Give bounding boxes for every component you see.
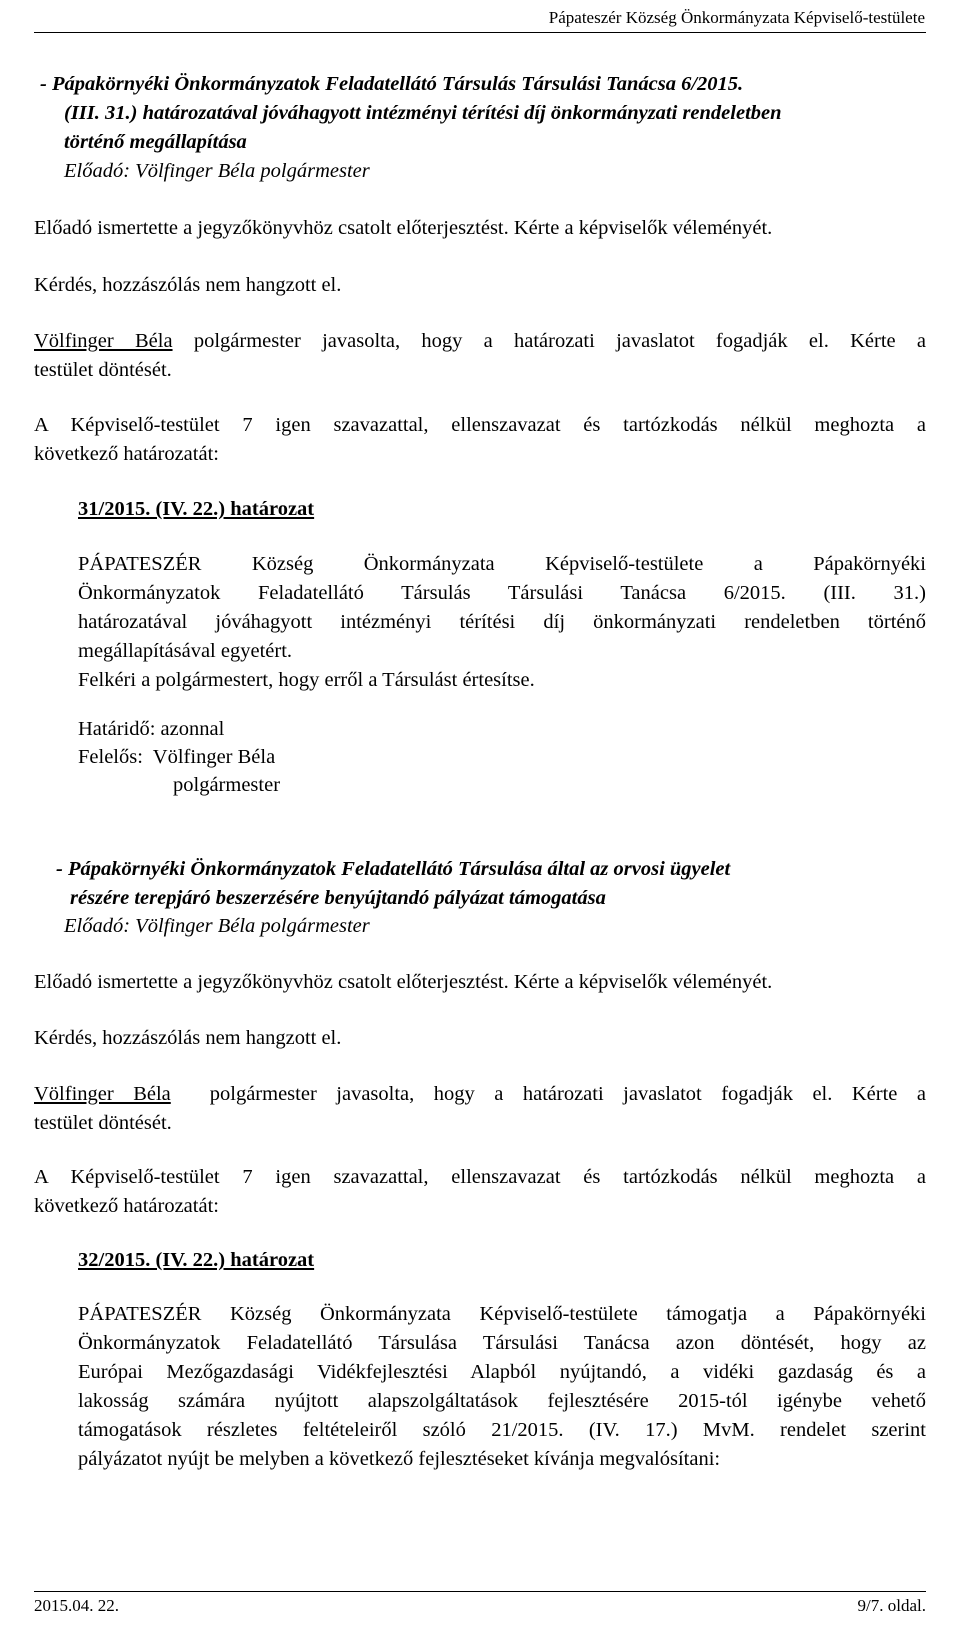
agenda1-presenter: Előadó: Völfinger Béla polgármester	[64, 160, 370, 182]
agenda1-no-comments: Kérdés, hozzászólás nem hangzott el.	[34, 274, 342, 296]
agenda1-title	[34, 70, 926, 157]
agenda2-resolution-text	[78, 1300, 926, 1474]
agenda1-proposal-line1	[34, 327, 926, 356]
header-rule	[34, 32, 926, 33]
agenda2-proposal-line1	[34, 1080, 926, 1109]
agenda2-title-line2: részére terepjáró beszerzésére benyújtandó pályázat támogatása	[70, 887, 606, 909]
agenda2-resolution-line3: Európai Mezőgazdasági Vidékfejlesztési Alapból nyújtandó, a vidéki gazdaság és a	[78, 1361, 926, 1383]
agenda2-resolution-line6: pályázatot nyújt be melyben a következő fejlesztéseket kívánja megvalósítani:	[78, 1448, 721, 1470]
agenda1-vote-line1: A Képviselő-testület 7 igen szavazattal, ellenszavazat és tartózkodás nélkül meghozta a	[34, 414, 926, 436]
agenda1-resolution-line5: Felkéri a polgármestert, hogy erről a Társulást értesítse.	[78, 669, 535, 691]
agenda1-proposal-line2: testület döntését.	[34, 359, 172, 381]
agenda2-resolution-number: 32/2015. (IV. 22.) határozat	[78, 1249, 315, 1271]
agenda1-resolution-line1: PÁPATESZÉR Község Önkormányzata Képviselő-testülete a Pápakörnyéki	[78, 553, 926, 575]
agenda2-no-comments: Kérdés, hozzászólás nem hangzott el.	[34, 1027, 342, 1049]
agenda1-responsible-title: polgármester	[173, 774, 281, 796]
agenda2-title	[34, 855, 926, 913]
footer-rule	[34, 1591, 926, 1592]
agenda2-vote	[34, 1163, 926, 1221]
agenda1-vote-line2: következő határozatát:	[34, 443, 219, 465]
agenda1-title-line3: történő megállapítása	[64, 131, 247, 153]
agenda2-proposal	[34, 1080, 926, 1138]
footer-date: 2015.04. 22.	[34, 1596, 119, 1615]
agenda2-resolution-line4: lakosság számára nyújtott alapszolgáltatások fejlesztésére 2015-tól igénybe vehető	[78, 1390, 926, 1412]
agenda2-resolution-line5: támogatások részletes feltételeiről szóló 21/2015. (IV. 17.) MvM. rendelet szerint	[78, 1419, 926, 1441]
agenda2-proposal-name: Völfinger Béla	[34, 1083, 171, 1105]
agenda2-vote-line2: következő határozatát:	[34, 1195, 219, 1217]
agenda1-responsible: Felelős: Völfinger Béla	[78, 746, 276, 768]
agenda2-resolution-line2: Önkormányzatok Feladatellátó Társulása Társulási Tanácsa azon döntését, hogy az	[78, 1332, 926, 1354]
agenda1-proposal-text: polgármester javasolta, hogy a határozati javaslatot fogadják el. Kérte a	[172, 330, 927, 352]
agenda2-vote-line1: A Képviselő-testület 7 igen szavazattal, ellenszavazat és tartózkodás nélkül meghozta a	[34, 1166, 926, 1188]
agenda1-intro: Előadó ismertette a jegyzőkönyvhöz csatolt előterjesztést. Kérte a képviselők véleményét.	[34, 217, 773, 239]
agenda1-deadline: Határidő: azonnal	[78, 718, 225, 740]
agenda1-proposal-name: Völfinger Béla	[34, 330, 173, 352]
agenda1-resolution-number: 31/2015. (IV. 22.) határozat	[78, 498, 315, 520]
agenda1-title-line1: - Pápakörnyéki Önkormányzatok Feladatellátó Társulás Társulási Tanácsa 6/2015.	[40, 73, 744, 95]
agenda2-title-line1: - Pápakörnyéki Önkormányzatok Feladatellátó Társulása által az orvosi ügyelet	[56, 858, 731, 880]
agenda1-resolution-line3: határozatával jóváhagyott intézményi térítési díj önkormányzati rendeletben történő	[78, 611, 926, 633]
agenda1-vote	[34, 411, 926, 469]
agenda2-proposal-text: polgármester javasolta, hogy a határozati javaslatot fogadják el. Kérte a	[170, 1083, 926, 1105]
agenda1-resolution-line2: Önkormányzatok Feladatellátó Társulás Társulási Tanácsa 6/2015. (III. 31.)	[78, 582, 926, 604]
footer-page-number: 9/7. oldal.	[857, 1596, 926, 1615]
agenda2-presenter: Előadó: Völfinger Béla polgármester	[64, 915, 370, 937]
agenda1-resolution-line4: megállapításával egyetért.	[78, 640, 293, 662]
page-header-title: Pápateszér Község Önkormányzata Képviselő-testülete	[548, 8, 925, 27]
agenda2-resolution-line1: PÁPATESZÉR Község Önkormányzata Képviselő-testülete támogatja a Pápakörnyéki	[78, 1303, 926, 1325]
agenda2-intro: Előadó ismertette a jegyzőkönyvhöz csatolt előterjesztést. Kérte a képviselők véleményét.	[34, 971, 773, 993]
agenda1-resolution-text	[78, 550, 926, 695]
agenda2-proposal-line2: testület döntését.	[34, 1112, 172, 1134]
agenda1-title-line2: (III. 31.) határozatával jóváhagyott intézményi térítési díj önkormányzati rendeletben	[64, 102, 782, 124]
agenda1-proposal	[34, 327, 926, 385]
